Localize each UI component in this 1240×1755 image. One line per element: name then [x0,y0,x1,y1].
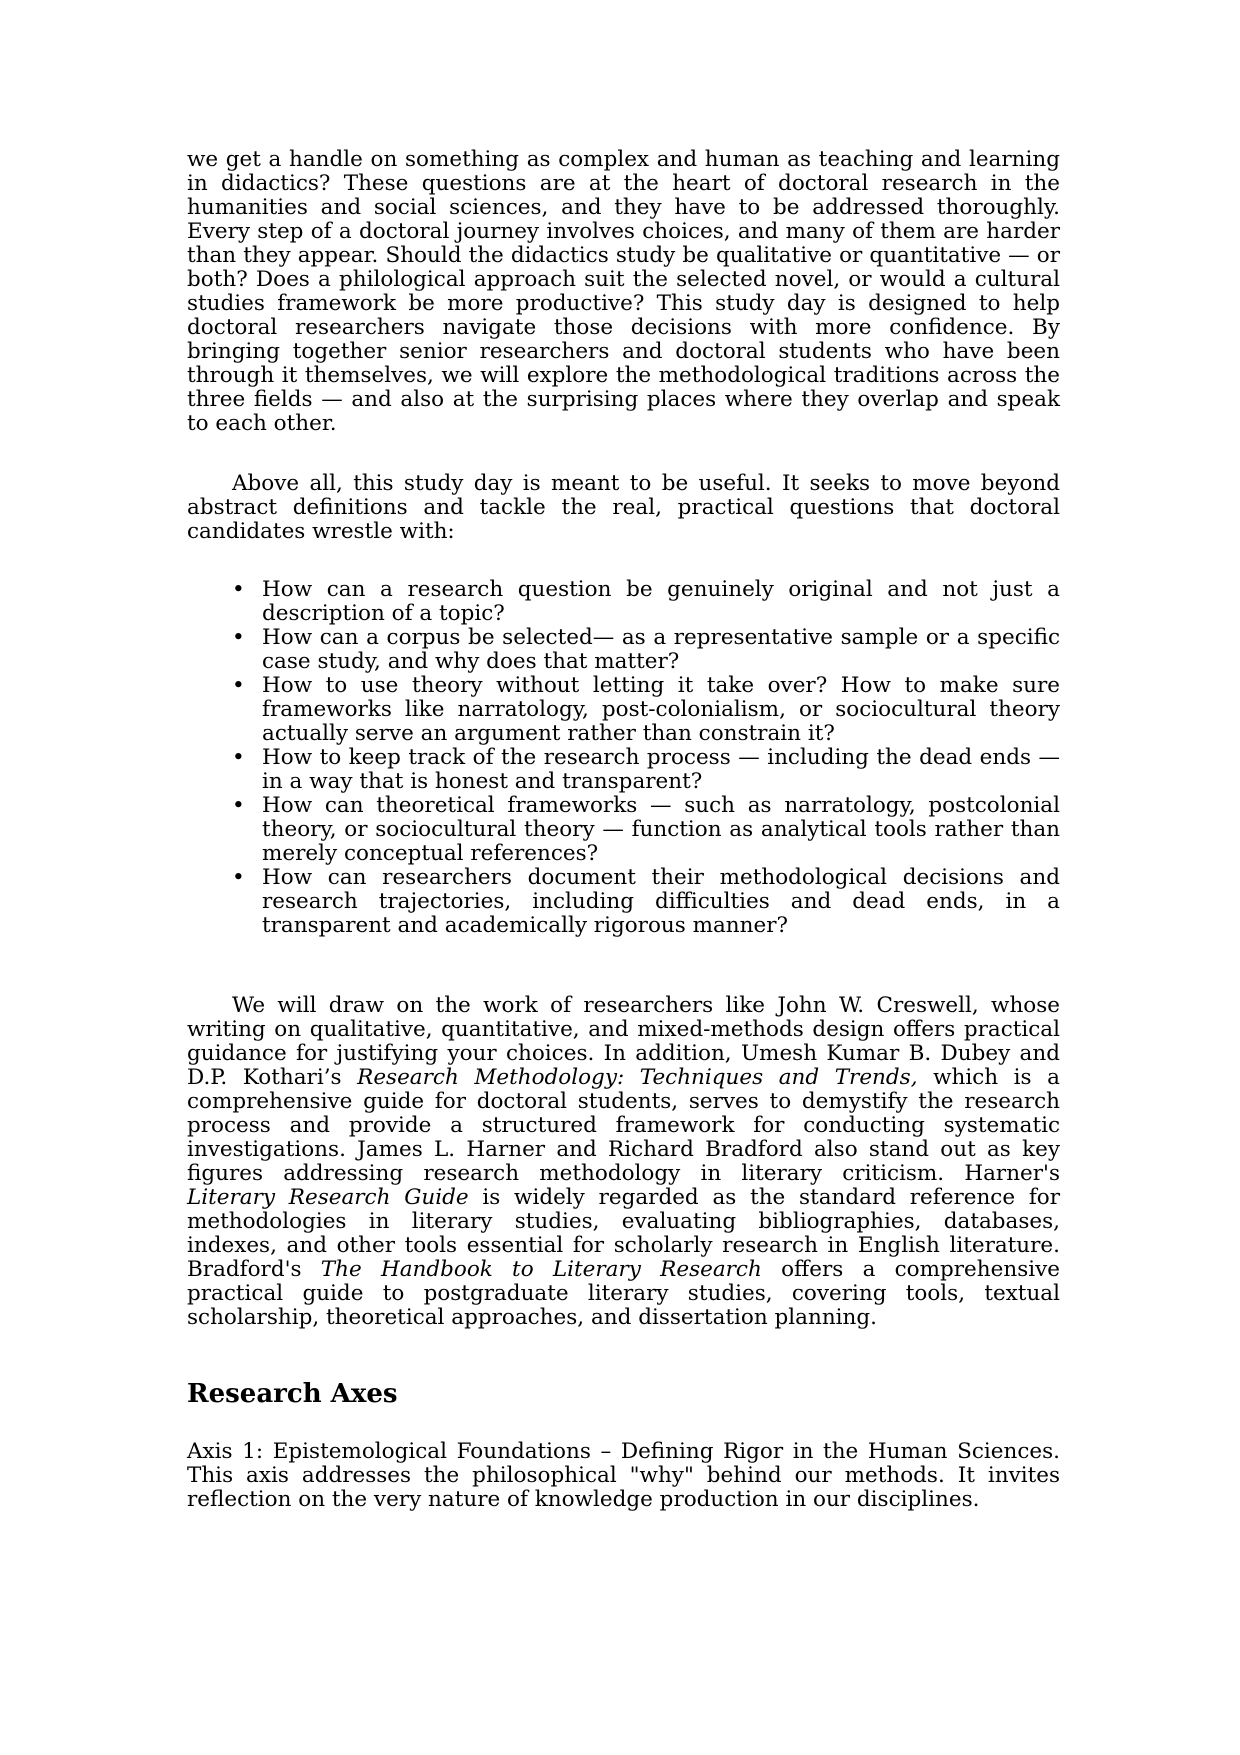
intro-paragraph: we get a handle on something as complex and human as teaching and learning in didactics? These questions are at the heart of doctoral research in the humanities and social sciences, and they have to be addressed thoroughly. Every step of a doctoral journey involves choices, and many of them are harder than they appear. Should the didactics study be qualitative or quantitative — or both? Does a philological approach suit the selected novel, or would a cultural studies framework be more productive? This study day is designed to help doctoral researchers navigate those decisions with more confidence. By bringing together senior researchers and doctoral students who have been through it themselves, we will explore the methodological traditions across the three fields — and also at the surprising places where they overlap and speak to each other. [187,147,1060,436]
text-run: is widely regarded as the standard reference for methodologies in literary studies, evaluating bibliographies, databases, indexes, and other tools essential for scholarly research in English literature. Bradford's [187,1185,1060,1282]
purpose-paragraph: Above all, this study day is meant to be useful. It seeks to move beyond abstract definitions and tackle the real, practical questions that doctoral candidates wrestle with: [187,471,1060,544]
question-item: • How can a research question be genuinely original and not just a description of a topic? [262,578,1060,626]
book-title: Research Methodology: Techniques and Trends, [357,1065,918,1090]
text-run: offers a comprehensive practical guide to postgraduate literary studies, covering tools, textual scholarship, theoretical approaches, and dissertation planning. [187,1257,1060,1330]
question-item: • How to keep track of the research process — including the dead ends — in a way that is honest and transparent? [262,746,1060,794]
book-title: Literary Research Guide [187,1185,469,1210]
text-run: which is a comprehensive guide for doctoral students, serves to demystify the research process and provide a structured framework for conducting systematic investigations. James L. Harner and Richard Bradford also stand out as key figures addressing research methodology in literary criticism. Harner's [187,1065,1060,1186]
questions-list [187,578,1060,938]
question-item: • How can a corpus be selected— as a representative sample or a specific case study, and why does that matter? [262,626,1060,674]
question-item: • How can theoretical frameworks — such as narratology, postcolonial theory, or sociocultural theory — function as analytical tools rather than merely conceptual references? [262,794,1060,866]
question-item: • How to use theory without letting it take over? How to make sure frameworks like narratology, post-colonialism, or sociocultural theory actually serve an argument rather than constrain it? [262,674,1060,746]
question-item: • How can researchers document their methodological decisions and research trajectories, including difficulties and dead ends, in a transparent and academically rigorous manner? [262,866,1060,938]
references-paragraph [187,994,1060,1330]
text-run: We will draw on the work of researchers like John W. Creswell, whose writing on qualitative, quantitative, and mixed-methods design offers practical guidance for justifying your choices. In addition, Umesh Kumar B. Dubey and D.P. Kothari’s [187,993,1060,1090]
section-heading: Research Axes [187,1379,398,1409]
book-title: The Handbook to Literary Research [320,1257,762,1282]
axis1-paragraph: Axis 1: Epistemological Foundations – Defining Rigor in the Human Sciences. This axis addresses the philosophical "why" behind our methods. It invites reflection on the very nature of knowledge production in our disciplines. [187,1439,1060,1512]
